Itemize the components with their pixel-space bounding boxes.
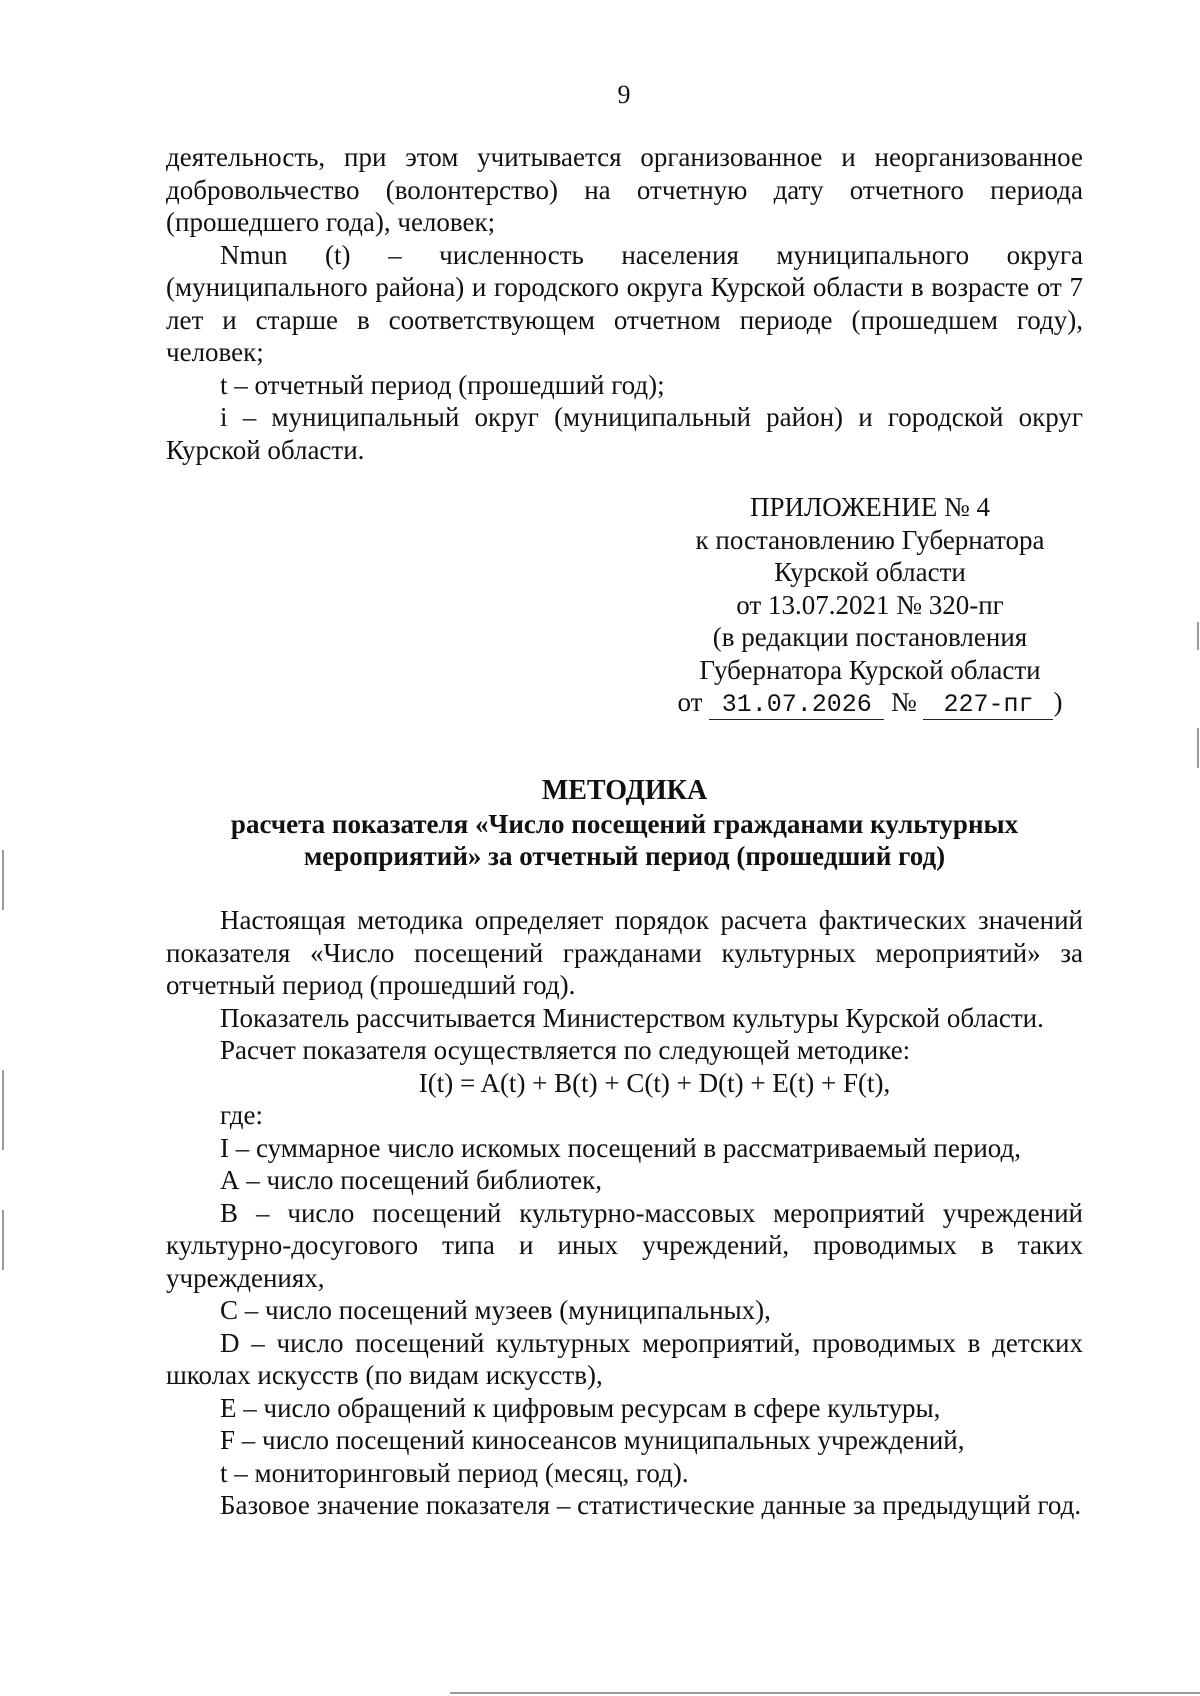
appendix-line: от 13.07.2021 № 320-пг (736, 589, 1004, 620)
definition-item: F – число посещений киносеансов муниципальных учреждений, (220, 1425, 965, 1455)
page-number: 9 (617, 80, 631, 109)
scan-artifact (450, 1692, 1200, 1694)
definition-i: i – муниципальный округ (муниципальный район) и городской округ Курской области. (166, 402, 1083, 465)
continuation-paragraph: деятельность, при этом учитывается организованное и неорганизованное добровольчество (волонтерство) на отчетную дату отчетного периода (прошедшего года), человек; (166, 142, 1083, 237)
definition-item: D – число посещений культурных мероприятий, проводимых в детских школах искусств (по видам искусств), (166, 1327, 1083, 1390)
title-subtitle-line: мероприятий» за отчетный период (прошедший год) (303, 841, 946, 871)
scan-artifact (2, 850, 4, 910)
appendix-line: Курской области (774, 557, 966, 587)
sig-date-field: 31.07.2026 (709, 691, 884, 720)
methodology-title (166, 775, 1083, 873)
definition-item: А – число посещений библиотек, (220, 1165, 602, 1195)
definition-nmun: Nmun (t) – численность населения муниципального округа (муниципального района) и городского округа Курской области в возрасте от 7 лет и старше в соответствующем отчетном периоде (прошедшем году), человек; (166, 239, 1083, 367)
appendix-header (660, 491, 1080, 720)
title-main: МЕТОДИКА (541, 775, 708, 806)
appendix-line: Губернатора Курской области (699, 654, 1041, 685)
signature-line (660, 686, 1080, 720)
definition-item: Е – число обращений к цифровым ресурсам в сфере культуры, (220, 1392, 941, 1423)
definition-item: С – число посещений музеев (муниципальных), (220, 1295, 771, 1325)
scan-artifact (2, 1210, 4, 1270)
scan-artifact (1197, 622, 1199, 650)
methodology-body (166, 904, 1083, 1522)
appendix-line: к постановлению Губернатора (695, 524, 1045, 555)
where-label: где: (220, 1100, 263, 1130)
sig-from-label: от (677, 687, 703, 717)
scan-artifact (1197, 728, 1199, 768)
definition-item: I – суммарное число искомых посещений в рассматриваемый период, (220, 1132, 1022, 1163)
sig-close-paren: ) (1053, 687, 1063, 717)
calculation-paragraph: Расчет показателя осуществляется по следующей методике: (220, 1035, 911, 1065)
sig-number-sign: № (890, 687, 917, 717)
sig-number-field: 227-пг (923, 691, 1053, 720)
title-subtitle-line: расчета показателя «Число посещений гражданами культурных (230, 808, 1019, 839)
intro-paragraph: Настоящая методика определяет порядок расчета фактических значений показателя «Число посещений гражданами культурных мероприятий» за отчетный период (прошедший год). (166, 905, 1083, 1000)
base-value-paragraph: Базовое значение показателя – статистические данные за предыдущий год. (220, 1490, 1082, 1520)
appendix-heading: ПРИЛОЖЕНИЕ № 4 (749, 492, 991, 522)
definition-item: t – мониторинговый период (месяц, год). (220, 1457, 689, 1488)
definition-t: t – отчетный период (прошедший год); (220, 369, 665, 400)
formula: I(t) = A(t) + B(t) + C(t) + D(t) + E(t) + F(t), (418, 1067, 891, 1098)
responsible-paragraph: Показатель рассчитывается Министерством культуры Курской области. (220, 1002, 1044, 1033)
continuation-block (166, 141, 1083, 466)
scan-artifact (2, 1070, 4, 1150)
definition-item: В – число посещений культурно-массовых мероприятий учреждений культурно-досугового типа и иных учреждений, проводимых в таких учреждениях, (166, 1197, 1083, 1293)
appendix-line: (в редакции постановления (712, 622, 1028, 652)
